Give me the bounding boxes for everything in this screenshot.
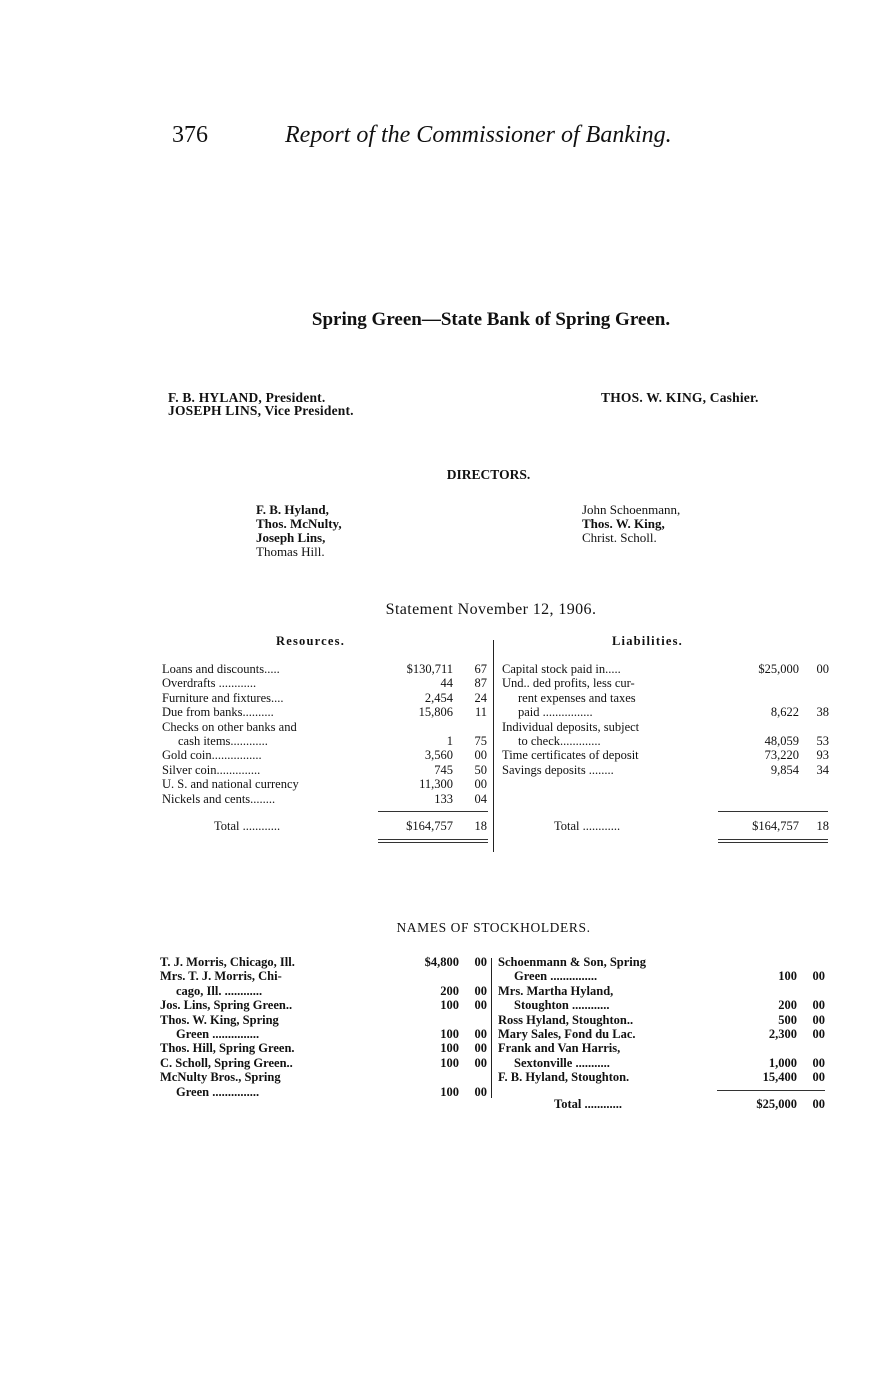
row-dollars: 200 xyxy=(778,998,797,1013)
table-row xyxy=(498,1070,825,1084)
resources-total xyxy=(162,819,487,833)
row-dollars: $4,800 xyxy=(424,955,459,969)
row-dollars: 9,854 xyxy=(770,762,799,777)
statement-column-divider xyxy=(493,640,494,852)
row-cents: 00 xyxy=(474,955,487,969)
row-dollars: 500 xyxy=(778,1012,797,1027)
table-row xyxy=(160,1085,487,1099)
total-dollars: $164,757 xyxy=(406,819,453,833)
table-row xyxy=(160,998,487,1012)
row-dollars: 100 xyxy=(440,998,459,1013)
liabilities-total xyxy=(502,819,829,833)
director-name: Joseph Lins, xyxy=(256,530,326,545)
row-label: Thos. Hill, Spring Green. xyxy=(160,1041,295,1056)
total-label: Total ............ xyxy=(554,819,621,833)
table-row xyxy=(162,705,487,719)
row-label: Capital stock paid in..... xyxy=(502,662,621,676)
row-dollars: 100 xyxy=(440,1084,459,1099)
row-label: Silver coin.............. xyxy=(162,762,261,777)
table-row xyxy=(162,691,487,705)
row-label: cago, Ill. ............ xyxy=(176,983,263,998)
row-cents: 00 xyxy=(812,1027,825,1042)
table-row xyxy=(498,969,825,983)
row-cents: 00 xyxy=(812,969,825,984)
row-dollars: 15,400 xyxy=(762,1070,797,1085)
table-row xyxy=(160,969,487,983)
total-label: Total ............ xyxy=(214,819,281,833)
row-label: Sextonville ........... xyxy=(514,1055,610,1070)
row-dollars xyxy=(382,969,459,983)
table-row xyxy=(498,1041,825,1055)
row-dollars: 15,806 xyxy=(418,705,453,720)
row-label: cash items............ xyxy=(178,734,268,749)
row-dollars: 200 xyxy=(440,983,459,998)
row-label: Mrs. T. J. Morris, Chi- xyxy=(160,969,282,984)
row-label: Mary Sales, Fond du Lac. xyxy=(498,1027,636,1042)
total-cents: 00 xyxy=(812,1097,825,1111)
officer-vice-president: JOSEPH LINS, Vice President. xyxy=(168,403,354,418)
table-row xyxy=(162,720,487,734)
row-label: Checks on other banks and xyxy=(162,719,297,734)
row-cents: 00 xyxy=(812,1055,825,1070)
table-row xyxy=(502,734,829,748)
row-cents: 00 xyxy=(812,1070,825,1085)
row-cents: 38 xyxy=(816,705,829,720)
row-label: C. Scholl, Spring Green.. xyxy=(160,1055,293,1070)
row-cents: 87 xyxy=(474,676,487,691)
table-row xyxy=(502,676,829,690)
row-cents xyxy=(459,969,487,983)
row-label: Furniture and fixtures.... xyxy=(162,690,284,705)
resources-table xyxy=(162,662,487,806)
row-dollars: 745 xyxy=(434,762,453,777)
row-dollars xyxy=(382,1070,459,1084)
row-cents: 00 xyxy=(474,748,487,763)
row-dollars: 3,560 xyxy=(424,748,453,763)
row-label: Thos. W. King, Spring xyxy=(160,1012,279,1027)
row-dollars: $25,000 xyxy=(758,662,799,676)
director-name: Thos. McNulty, xyxy=(256,516,342,531)
row-label: rent expenses and taxes xyxy=(518,690,636,705)
row-cents: 00 xyxy=(812,1012,825,1027)
stockholders-right-table xyxy=(498,955,825,1085)
table-row xyxy=(162,734,487,748)
row-dollars: 100 xyxy=(440,1027,459,1042)
total-cents: 18 xyxy=(474,819,487,833)
row-dollars: 48,059 xyxy=(764,734,799,749)
row-dollars xyxy=(725,676,799,690)
row-cents: 00 xyxy=(474,777,487,792)
row-dollars xyxy=(720,1041,797,1055)
table-row xyxy=(160,1070,487,1084)
stockholders-heading: NAMES OF STOCKHOLDERS. xyxy=(396,920,591,935)
row-cents: 34 xyxy=(816,762,829,777)
row-label: Savings deposits ........ xyxy=(502,762,614,777)
row-label: Mrs. Martha Hyland, xyxy=(498,983,614,998)
officer-president: F. B. HYLAND, President. xyxy=(168,390,326,405)
row-label: Green ............... xyxy=(514,969,598,984)
table-row xyxy=(162,676,487,690)
row-dollars: 11,300 xyxy=(419,777,453,792)
row-label: U. S. and national currency xyxy=(162,777,299,792)
stockholders-total xyxy=(498,1097,825,1111)
row-label: Und.. ded profits, less cur- xyxy=(502,676,635,691)
directors-right xyxy=(582,503,680,545)
row-cents: 75 xyxy=(474,734,487,749)
total-row xyxy=(162,819,487,833)
running-title: Report of the Commissioner of Banking. xyxy=(285,122,672,148)
row-cents xyxy=(797,955,825,969)
stockholders-total-rule xyxy=(717,1090,825,1091)
table-row xyxy=(160,1056,487,1070)
row-dollars: 2,300 xyxy=(768,1027,797,1042)
table-row xyxy=(160,1027,487,1041)
row-cents: 93 xyxy=(816,748,829,763)
table-row xyxy=(498,998,825,1012)
total-cents: 18 xyxy=(816,819,829,833)
row-dollars: 100 xyxy=(440,1055,459,1070)
row-label: Stoughton ............ xyxy=(514,998,610,1013)
row-cents: 53 xyxy=(816,734,829,749)
row-cents: 24 xyxy=(474,690,487,705)
row-cents xyxy=(797,984,825,998)
row-label: T. J. Morris, Chicago, Ill. xyxy=(160,955,295,969)
row-cents: 00 xyxy=(816,662,829,676)
resources-heading: Resources. xyxy=(276,634,346,648)
table-row xyxy=(160,984,487,998)
liabilities-double-rule xyxy=(718,839,828,843)
row-cents xyxy=(799,676,829,690)
row-cents: 00 xyxy=(812,998,825,1013)
row-dollars: $130,711 xyxy=(406,662,453,676)
row-dollars: 8,622 xyxy=(770,705,799,720)
row-dollars xyxy=(720,984,797,998)
row-dollars xyxy=(725,720,799,734)
table-row xyxy=(162,662,487,676)
total-dollars: $164,757 xyxy=(752,819,799,833)
total-dollars: $25,000 xyxy=(756,1097,797,1111)
page-number: 376 xyxy=(172,122,208,148)
row-cents: 50 xyxy=(474,762,487,777)
row-label: F. B. Hyland, Stoughton. xyxy=(498,1070,630,1085)
row-dollars: 100 xyxy=(440,1041,459,1056)
row-label: Time certificates of deposit xyxy=(502,748,639,763)
table-row xyxy=(502,705,829,719)
row-label: Gold coin................ xyxy=(162,748,262,763)
row-dollars: 73,220 xyxy=(764,748,799,763)
table-row xyxy=(160,955,487,969)
table-row xyxy=(498,1056,825,1070)
liabilities-heading: Liabilities. xyxy=(612,634,684,648)
total-label: Total ............ xyxy=(554,1097,622,1111)
directors-left xyxy=(256,503,342,559)
table-row xyxy=(502,748,829,762)
table-row xyxy=(162,763,487,777)
row-dollars xyxy=(720,955,797,969)
row-dollars xyxy=(382,1013,459,1027)
row-label: to check............. xyxy=(518,734,601,749)
table-row xyxy=(498,1027,825,1041)
resources-double-rule xyxy=(378,839,488,843)
row-cents: 04 xyxy=(474,791,487,806)
director-name: John Schoenmann, xyxy=(582,502,681,517)
row-label: Frank and Van Harris, xyxy=(498,1041,621,1056)
director-name: Christ. Scholl. xyxy=(582,530,657,545)
table-row xyxy=(160,1013,487,1027)
row-label: McNulty Bros., Spring xyxy=(160,1070,281,1085)
row-cents xyxy=(797,1041,825,1055)
row-dollars: 1 xyxy=(446,734,453,749)
statement-heading: Statement November 12, 1906. xyxy=(385,601,597,618)
total-row xyxy=(498,1097,825,1111)
row-dollars xyxy=(725,691,799,705)
row-label: Schoenmann & Son, Spring xyxy=(498,955,646,969)
officer-cashier: THOS. W. KING, Cashier. xyxy=(601,390,759,405)
row-cents: 11 xyxy=(474,705,487,720)
directors-heading: DIRECTORS. xyxy=(446,467,531,482)
row-cents: 67 xyxy=(474,662,487,676)
total-row xyxy=(502,819,829,833)
row-cents: 00 xyxy=(474,1055,487,1070)
row-cents: 00 xyxy=(474,1027,487,1042)
resources-total-rule xyxy=(378,811,488,812)
director-name: Thomas Hill. xyxy=(256,544,325,559)
table-row xyxy=(502,662,829,676)
row-label: paid ................ xyxy=(518,705,593,720)
row-label: Ross Hyland, Stoughton.. xyxy=(498,1012,634,1027)
row-dollars: 133 xyxy=(434,791,453,806)
table-row xyxy=(498,1013,825,1027)
row-dollars: 2,454 xyxy=(424,690,453,705)
row-cents xyxy=(459,1013,487,1027)
row-label: Jos. Lins, Spring Green.. xyxy=(160,998,293,1013)
row-label: Green ............... xyxy=(176,1027,260,1042)
row-cents xyxy=(453,720,487,734)
table-row xyxy=(502,763,829,777)
row-cents: 00 xyxy=(474,998,487,1013)
row-cents xyxy=(799,720,829,734)
director-name: F. B. Hyland, xyxy=(256,502,329,517)
table-row xyxy=(498,984,825,998)
row-cents: 00 xyxy=(474,1084,487,1099)
row-label: Due from banks.......... xyxy=(162,705,274,720)
table-row xyxy=(162,748,487,762)
row-dollars: 100 xyxy=(778,969,797,984)
row-dollars xyxy=(385,720,453,734)
stockholders-left-table xyxy=(160,955,487,1099)
table-row xyxy=(160,1041,487,1055)
row-cents: 00 xyxy=(474,1041,487,1056)
table-row xyxy=(162,777,487,791)
table-row xyxy=(502,720,829,734)
row-label: Green ............... xyxy=(176,1084,260,1099)
liabilities-total-rule xyxy=(718,811,828,812)
stockholders-column-divider xyxy=(491,958,492,1098)
row-dollars: 44 xyxy=(440,676,453,691)
row-label: Individual deposits, subject xyxy=(502,719,640,734)
table-row xyxy=(502,691,829,705)
row-label: Overdrafts ............ xyxy=(162,676,257,691)
table-row xyxy=(498,955,825,969)
row-cents xyxy=(799,691,829,705)
table-row xyxy=(162,792,487,806)
director-name: Thos. W. King, xyxy=(582,516,665,531)
row-dollars: 1,000 xyxy=(768,1055,797,1070)
row-cents: 00 xyxy=(474,983,487,998)
bank-title: Spring Green—State Bank of Spring Green. xyxy=(311,309,671,330)
row-cents xyxy=(459,1070,487,1084)
row-label: Nickels and cents........ xyxy=(162,791,276,806)
row-label: Loans and discounts..... xyxy=(162,662,280,676)
liabilities-table xyxy=(502,662,829,777)
